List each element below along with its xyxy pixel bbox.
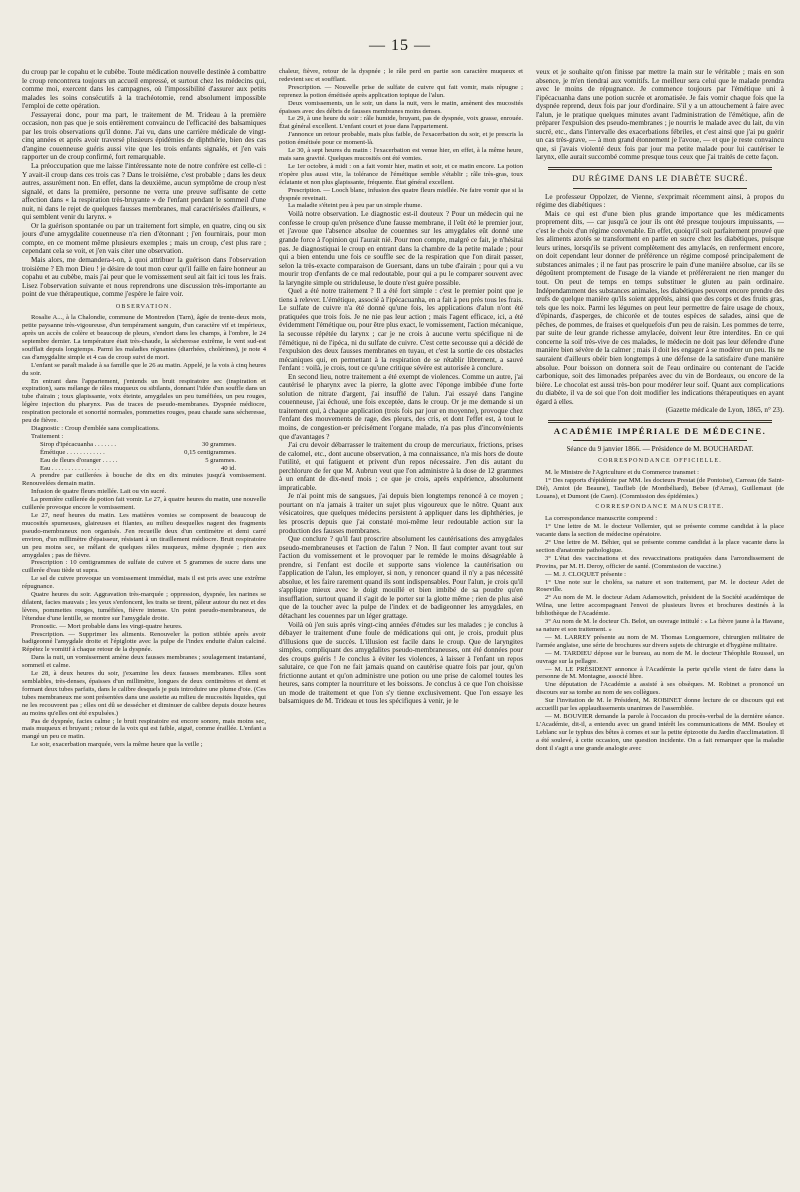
paragraph: En second lieu, notre traitement a été exempt de violences. Comme un autre, j'ai cautérisé le pharynx avec la pierre, la glotte avec l'éponge imbibée d'une forte solution de nitrate d'argent, j'ai insufflé de l'alun. J'ai essayé dans l'angine couenneuse, j'ai échoué, une fois exceptée, dans le croup. Or je me demande si un traitement qui, à chaque application (trois fois par jour en moyenne), provoque chez l'enfant des mouvements de rage, des pleurs, des cris, et dont l'effet est, à tout le moins, de congestion-er précisément l'organe malade, n'a pas plus d'inconvénients que d'avantages ? [279, 372, 523, 441]
prescription-row: Émétique . . . . . . . . . . . . 0,15 centigrammes. [40, 448, 236, 456]
column-left [22, 68, 266, 1172]
paragraph: — M. LE PRÉSIDENT annonce à l'Académie la perte qu'elle vient de faire dans la personne de M. Montagne, associé libre. [536, 665, 784, 681]
paragraph: Mais alors, me demandera-t-on, à quoi attribuer la guérison dans l'observation troisième ? Eh mon Dieu ! je désire de tout mon cœur qu'il faille en faire honneur au copahu et au cubèbe, mais j'ai peur que le vomissement seul ait fait ici tous les frais. Lisez l'observation suivante et nous reprendrons une discussion très-importante au point de vue thérapeutique, comme j'espère le faire voir. [22, 256, 266, 299]
paragraph: Or la guérison spontanée ou par un traitement fort simple, en quatre, cinq ou six jours d'une amygdalite couenneuse n'a rien d'étonnant ; j'en fournirais, pour mon compte, en ce moment même plusieurs exemples ; mais un croup, c'est plus rare ; cependant cela se voit, et j'en vais citer une observation. [22, 221, 266, 256]
paragraph: Prescription. — Supprimer les aliments. Renouveler la potion stibiée après avoir badigeonné l'amygdale droite et l'épiglotte avec la pulpe de l'index enduite d'alun calciné. Répétez le vomitif à chaque retour de la dyspnée. [22, 630, 266, 654]
paragraph: Rosalie A..., à la Chalondie, commune de Montredon (Tarn), âgée de trente-deux mois, petite paysanne très-vigoureuse, d'un tempérament sanguin, d'un caractère vif et impérieux, après un accès de colère et beaucoup de pleurs, s'endort dans les champs, à l'ombre, le 24 septembre dernier. La température était très-chaude, la sécheresse extrême, le vent sud-est soufflait depuis longtemps. Parmi les maladies régnantes (diarrhées, cholérines), je note 4 cas d'amygdalite simple et 4 cas de croup suivi de mort. [22, 314, 266, 361]
prescription-row: Eau . . . . . . . . . . . . . . . 40 id. [40, 464, 236, 472]
paragraph: Prescription : 10 centigrammes de sulfate de cuivre et 5 grammes de sucre dans une cuillerée d'eau tiède ut supra. [22, 559, 266, 575]
prescription-row: Sirop d'ipécacuanha . . . . . . . 30 grammes. [40, 440, 236, 448]
paragraph: Le 27, neuf heures du matin. Les matières vomies se composent de beaucoup de mucosités spumeuses, glaireuses et filantes, au milieu desquelles nagent des fragments pseudo-membraneux non organisés. J'en recueille deux d'un centimètre et demi carré environ, d'un millimètre d'épaisseur, résistant à un tiraillement médiocre. Bruit respiratoire un peu moins sec, se mêlant de quelques râles muqueux, même dyspnée ; rien aux amygdales ; pas de fièvre. [22, 511, 266, 559]
paragraph: Mais ce qui est d'une bien plus grande importance que les médicaments proprement dits, — car jusqu'à ce jour ils ont été presque toujours impuissants, — c'est le choix d'un régime convenable. En effet, quoiqu'il soit parfaitement prouvé que les aliments azotés se transforment en partie en sucre chez les diabétiques, puisque leurs urines, lorsqu'ils se privent complètement des amylacés, en renferment encore, on doit cependant leur donner de préférence un régime composé principalement de substances animales ; il ne faut pas proscrire le pain d'une manière absolue, car ils se dégoûtent promptement de l'usage de la viande et préféreraient ne rien manger du tout. On peut de temps en temps substituer le gluten au pain ordinaire. Indépendamment des substances animales, les diabétiques peuvent encore prendre des œufs de quelque manière qu'ils soient apprêtés, ainsi que des corps et des fruits gras, tels que les noix. Parmi les légumes on peut leur permettre de faire usage de choux, d'épinards, d'asperges, de chicorée et de toutes espèces de salades, ainsi que de pêches, de pommes, de fraises et quelquefois d'un peu de raisin. Les pommes de terre, par suite de leur grande richesse amylacée, doivent leur être interdites. En ce qui concerne la soif très-vive de ces malades, le médecin ne doit pas leur défendre d'une manière bien sévère de la calmer ; mais il doit les engager à se modérer un peu. Ils ne sauraient d'ailleurs obéir bien longtemps à une défense de la satisfaire d'une manière absolue. Pour boisson on donnera soit de l'eau ordinaire ou contenant de l'acide carbonique, soit des limonades préparées avec du vin de Bordeaux, ou encore de la bière. Le chocolat est aussi très-bon pour modérer leur soif. Quant aux complications du diabète, il va de soi que l'on doit modifier les indications thérapeutiques en ayant égard à elles. [536, 209, 784, 406]
subheading-correspondance-manuscrite: CORRESPONDANCE MANUSCRITE. [595, 504, 725, 511]
paragraph: Le 28, à deux heures du soir, j'examine les deux fausses membranes. Elles sont semblables, très-denses, épaisses d'un millimètre, longues de deux centimètres et demi et formant deux tubes parfaits, dans le calibre desquels je puis introduire une plume d'oie. (Ces tubes membraneux me sont présentées dans une assiette au milieu de mucosités liquides, qui ne les recouvrent pas ; elles ont dû se dessécher et diminuer de calibre depuis douze heures au moins qu'elles ont été expulsées.) [22, 670, 266, 717]
paragraph: Pas de dyspnée, facies calme ; le bruit respiratoire est encore sonore, mais moins sec, mais muqueux et bruyant ; retour de la voix qui est faible, aiguë, comme éraillée. L'enfant a mangé un peu ce matin. [22, 717, 266, 741]
observation-heading: OBSERVATION. [115, 303, 173, 310]
paragraph: Sur l'invitation de M. le Président, M. ROBINET donne lecture de ce discours qui est accueilli par les applaudissements unanimes de l'assemblée. [536, 697, 784, 713]
paragraph: J'essayerai donc, pour ma part, le traitement de M. Trideau à la première occasion, non pas que je sois entièrement convaincu de l'efficacité des balsamiques par les trois observations qu'il donne. J'ai vu, dans une carrière médicale de vingt-cinq années et après avoir traversé plusieurs épidémies de diphthérie, bien des cas d'angine couenneuse guéris aussi vite que les trois enfants signalés, et j'en vais rapporter un de croup confirmé, fort remarquable. [22, 110, 266, 162]
paragraph: Quel a été notre traitement ? Il a été fort simple : c'est le premier point que je tiens à relever. L'émétique, associé à l'ipécacuanha, en a fait à peu près tous les frais. Le sulfate de cuivre n'a été donné qu'une fois, les applications d'alun n'ont été pratiquées que trois fois. Je ne nie pas leur action ; mais l'agent efficace, ici, a été évidemment l'émétique ou, pour être plus exact, le vomissement, l'action mécanique, la secousse répétée du larynx ; car je ne crois à aucune vertu spécifique ni de l'émétique, ni de l'ipéca, ni du sulfate de cuivre. C'est cette secousse qui a décidé de l'expulsion des deux fausses membranes en tuyau, et c'est la sortie de ces obstacles mécaniques qui, en permettant à la respiration de se rétablir librement, a sauvé l'enfant : voilà, je crois, tout ce qu'une critique sévère est autorisée à conclure. [279, 287, 523, 373]
treatment-label: Traitement : [31, 432, 64, 440]
paragraph: M. le Ministre de l'Agriculture et du Commerce transmet : [545, 468, 699, 476]
paragraph: — M. LARREY présente au nom de M. Thomas Longuemore, chirurgien militaire de l'armée anglaise, une série de brochures sur divers sujets de chirurgie et d'hygiène militaire. [536, 633, 784, 649]
paragraph: Le 1er octobre, à midi : on a fait vomir hier, matin et soir, et ce matin encore. La potion n'opère plus aussi vite, la tolérance de l'émétique semble s'établir ; râle très-gras, toux éclatante et non plus glapissante, fréquente. État général excellent. [279, 162, 523, 186]
citation: (Gazette médicale de Lyon, 1865, n° 23). [665, 406, 784, 415]
diagnostic-line: Diagnostic : Croup d'emblée sans complications. [31, 425, 160, 432]
paragraph: — M. BOUVIER demande la parole à l'occasion du procès-verbal de la dernière séance. L'Académie, dit-il, a entendu avec un grand intérêt les communications de MM. Bouley et Leblanc sur le typhus des bêtes à cornes et sur la petite épizootie du Jardin d'acclimatation. Il a été soulevé, à cette occasion, une question incidente. On a fait remarquer que la maladie dont il s'agit a une grande analogie avec [536, 712, 784, 752]
paragraph: L'enfant se paraît malade à sa famille que le 26 au matin. Appelé, je la vois à cinq heures du soir. [22, 361, 266, 377]
paragraph: — M. J. CLOQUET présente : [545, 570, 627, 578]
page-number: — 15 — [369, 37, 431, 54]
paragraph: Prescription. — Looch blanc, infusion des quatre fleurs miellée. Ne faire vomir que si la dyspnée reveinait. [279, 186, 523, 202]
prescription-row: Eau de fleurs d'oranger . . . . . 5 grammes. [40, 456, 236, 464]
paragraph: A prendre par cuillerées à bouche de dix en dix minutes jusqu'à vomissement. Renouvelées demain matin. [22, 472, 266, 488]
paragraph: veux et je souhaite qu'on finisse par mettre la main sur le véritable ; mais en son absence, je m'en tiendrai aux vomitifs. Le meilleur sera celui que le malade prendra avec le moins de répugnance. Je commence toujours par l'émétique uni à l'ipécacuanha dans une potion sucrée et aromatisée. Je fais vomir chaque fois que la dyspnée reprend, deux fois par jour d'ordinaire. S'il y a un attouchement à faire avec l'alun, je le pratique quelques minutes avant l'administration de l'émétique, afin de préparer l'expulsion des pseudo-membranes ; je nourris le malade avec du lait, du vin sucré, etc., dans l'intervalle des exacerbations fébriles, et c'est ainsi que j'ai pu guérir un cas très-grave, — à mon grand étonnement je l'avoue, — et que je reste convaincu que, si j'avais violenté deux fois par jour ma petite malade pour lui cautériser le larynx, elle aurait succombé comme presque tous ceux que j'ai traités de cette façon. [536, 68, 784, 162]
subheading-correspondance-officielle: CORRESPONDANCE OFFICIELLE. [598, 457, 722, 464]
paragraph: — M. TARDIEU dépose sur le bureau, au nom de M. le docteur Théophile Roussel, un ouvrage sur la pellagre. [536, 649, 784, 665]
section-divider [548, 167, 771, 170]
paragraph: Une députation de l'Académie a assisté à ses obsèques. M. Robinet a prononcé un discours sur sa tombe au nom de ses collègues. [536, 681, 784, 697]
paragraph: Infusion de quatre fleurs miellée. Lait ou vin sucré. [31, 488, 167, 496]
heading-rule [573, 188, 747, 189]
paragraph: Pronostic. — Mort probable dans les vingt-quatre heures. [31, 622, 183, 630]
section-heading-academie: ACADÉMIE IMPÉRIALE DE MÉDECINE. [553, 425, 767, 436]
paragraph: 2° Au nom de M. le docteur Adam Adamowitch, président de la Société académique de Wilna, une lettre accompagnant l'envoi de plusieurs livres et brochures destinés à la bibliothèque de l'Académie. [536, 594, 784, 618]
paragraph: Le sel de cuivre provoque un vomissement immédiat, mais il est pris avec une extrême répugnance. [22, 575, 266, 591]
paragraph: J'annonce un retour probable, mais plus faible, de l'exacerbation du soir, et je prescris la potion émétisée pour ce moment-là. [279, 131, 523, 147]
paragraph: Le 30, à sept heures du matin : l'exacerbation est venue hier, en effet, à la même heure, mais sans gravité. Quelques mucosités ont été vomies. [279, 147, 523, 162]
paragraph: Je n'ai point mis de sangsues, j'ai depuis bien longtemps renoncé à ce moyen ; pourtant on n'a jamais à traiter un sujet plus vigoureux que le nôtre. Quant aux vésicatoires, que quelques médecins persistent à appliquer dans les diphthéries, je les proscris depuis que j'ai constaté moi-même leur redoutable action sur la production des fausses membranes. [279, 492, 523, 535]
heading-rule [573, 440, 747, 441]
paragraph: En entrant dans l'appartement, j'entends un bruit respiratoire sec (inspiration et expiration), sans mélange de râles muqueux ou sibilants, donnant l'idée d'un souffle dans un tube d'airain ; toux glapissante, voix éteinte, amygdales un peu tuméfiées, un peu rouges, légère injection du pharynx. Pas de traces de pseudo-membranes. Dyspnée médiocre, respiration pectorale et sonorité normales, pommettes rouges, peau chaude sans sécheresse, peu de fièvre. [22, 377, 266, 425]
paragraph: La préoccupation que me laisse l'intéressante note de notre confrère est celle-ci : Y avait-il croup dans ces trois cas ? Dans le troisième, c'est probable ; dans les deux autres, assurément non. En effet, dans la deuxième, aucun symptôme de croup n'est signalé, et dans la première, personne ne verra une preuve suffisante de cette affection dans « la respiration très-bruyante » de l'enfant pendant le sommeil d'une nuit, ni dans le rejet de quelques fausses membranes, mal caractérisées d'ailleurs, « qui semblent venir du larynx. » [22, 162, 266, 222]
paragraph: Le professeur Oppolzer, de Vienne, s'exprimait récemment ainsi, à propos du régime des diabétiques : [536, 192, 784, 210]
seance-line: Séance du 9 janvier 1866. — Présidence de M. BOUCHARDAT. [566, 445, 754, 454]
paragraph: Le soir, exacerbation marquée, vers la même heure que la veille ; [31, 741, 203, 749]
paragraph: 3° L'état des vaccinations et des revaccinations pratiquées dans l'arrondissement de Provins, par M. H. Deroy, officier de santé. (Commission de vaccine.) [536, 554, 784, 570]
paragraph: 1° Une lettre de M. le docteur Vollemier, qui se présente comme candidat à la place vacante dans la section de médecine opératoire. [536, 523, 784, 539]
column-right [536, 68, 784, 1172]
paragraph: 1° Une note sur le choléra, sa nature et son traitement, par M. le docteur Adet de Roseville. [536, 578, 784, 594]
section-heading-diabete: DU RÉGIME DANS LE DIABÈTE SUCRÉ. [572, 173, 748, 184]
paragraph: Dans la nuit, un vomissement amène deux fausses membranes ; soulagement instantané, sommeil et calme. [22, 654, 266, 670]
paragraph: La maladie s'éteint peu à peu par un simple rhume. [288, 202, 423, 210]
column-middle [279, 68, 523, 1172]
paragraph: Le 29, à une heure du soir : râle humide, bruyant, pas de dyspnée, voix grasse, enrouée. État général excellent. L'enfant court et joue dans l'appartement. [279, 115, 523, 131]
paragraph: Quatre heures du soir. Aggravation très-marquée ; oppression, dyspnée, les narines se dilatent, facies mauvais ; les yeux s'enfoncent, les traits se tirent, pâleur autour du nez et des lèvres, pommettes rouges, tuméfiées, fièvre intense. Un point pseudo-membraneux, de l'étendue d'une lentille, se montre sur l'amygdale droite. [22, 591, 266, 622]
paragraph: La correspondance manuscrite comprend : [545, 515, 658, 523]
paragraph: Prescription. — Nouvelle prise de sulfate de cuivre qui fait vomir, mais répugne ; reprenez la potion émétisée après application topique de l'alun. [279, 83, 523, 99]
paragraph: Voilà où j'en suis après vingt-cinq années d'études sur les malades ; je conclus à débayer le traitement d'une foule de médications qui ont, je crois, produit plus d'illusions que de succès. L'illusion est facile dans le croup. Que de laryngites simples, compliquant des amygdalites pseudo-membraneuses, ont été données pour des croups guéris ! Je conclus à éviter les violences, à laisser à l'enfant un repos salutaire, ce que l'on ne fait jamais quand on cautérise quatre fois par jour, qu'on frictionne autant et qu'on administre une potion ou une prise de calomel toutes les heures, sans compter la nourriture et les boissons. Je conclus à ce que l'on choisisse un mode de traitement et que l'on s'y tienne exclusivement. Que l'on essaye les balsamiques de M. Trideau et tous les spécifiques à venir, je le [279, 620, 523, 706]
paragraph: La première cuillerée de potion fait vomir. Le 27, à quatre heures du matin, une nouvelle cuillerée provoque encore le vomissement. [22, 496, 266, 512]
paragraph: chaleur, fièvre, retour de la dyspnée ; le râle perd en partie son caractère muqueux et redevient sec et soufflant. [279, 68, 523, 83]
section-divider [548, 420, 771, 423]
paragraph: J'ai cru devoir débarrasser le traitement du croup de mercuriaux, frictions, prises de calomel, etc., dont aucune observation, à ma connaissance, n'a mis hors de doute l'utilité, et qui fatiguent et privent d'un repos nécessaire. J'en dis autant du perchlorure de fer que M. Aubrun veut que l'on administre à la dose de 12 grammes à un enfant de dix-neuf mois ; ce que je crois, après expérience, absolument impraticable. [279, 441, 523, 492]
paragraph: 2° Une lettre de M. Béhier, qui se présente comme candidat à la place vacante dans la section d'anatomie pathologique. [536, 539, 784, 554]
paragraph: 3° Au nom de M. le docteur Ch. Belot, un ouvrage intitulé : « La fièvre jaune à la Havane, sa nature et son traitement. » [536, 618, 784, 633]
paragraph: Que conclure ? qu'il faut proscrire absolument les cautérisations des amygdales pseudo-membraneuses et l'action de l'alun ? Non. Il faut compter avant tout sur l'action du vomissement et le provoquer par le remède le moins désagréable à prendre, si l'enfant est docile et supporte sans violence la cautérisation ou l'application de l'alun, les employer, si non, y renoncer quand il n'y a pas nécessité absolue, et les faire rarement quand ils sont indispensables. Pour l'alun, je crois qu'il s'applique mieux avec le doigt mouillé et bien imbibé de sa poudre qu'en insufflation, surtout quand il s'agit de le porter sur la glotte même ; rien de plus aisé que de la toucher avec la pulpe de l'index et de badigeonner les amygdales, en détachant les couennes par un léger grattage. [279, 535, 523, 621]
paragraph: Voilà notre observation. Le diagnostic est-il douteux ? Pour un médecin qui ne confesse le croup qu'en présence d'une fausse membrane, il l'eût été le premier jour, et j'avoue que l'absence absolue de couennes sur les amygdales eût donné une grande force à l'opinion qui l'aurait nié. Pour mon compte, malgré ce fait, je n'hésitai pas. Je diagnostiquai le croup en entrant dans la chambre de la petite malade ; pour qui a bien entendu une fois ce souffle sec de la respiration que l'on dirait passer, selon la très-exacte comparaison de Guersant, dans un tube d'airain ; pour qui a vu mourir trop d'enfants de ce mal redoutable, pour qui a pu le comparer souvent avec la laryngite simple ou striduleuse, le doute n'est guère possible. [279, 210, 523, 287]
paragraph: Deux vomissements, un le soir, un dans la nuit, vers le matin, amènent des mucosités épaisses avec des débris de fausses membranes moins denses. [279, 99, 523, 115]
paragraph: du croup par le copahu et le cubèbe. Toute médication nouvelle destinée à combattre le croup rencontrera toujours un accueil empressé, et surtout chez les médecins qui, comme moi, exercent dans les campagnes, où l'impossibilité d'assurer aux petits malades les soins consécutifs à la trachéotomie, rend absolument impossible l'emploi de cette opération. [22, 68, 266, 111]
paragraph: 1° Des rapports d'épidémie par MM. les docteurs Prestat (de Pontoise), Carreau (de Saint-Dié), Amiot (de Beaune), Tauflieb (de Montbéliard), Bebee (d'Arras), Guillemaut (de Louans), et Dumont (de Caen). (Commission des épidémies.) [536, 476, 784, 500]
